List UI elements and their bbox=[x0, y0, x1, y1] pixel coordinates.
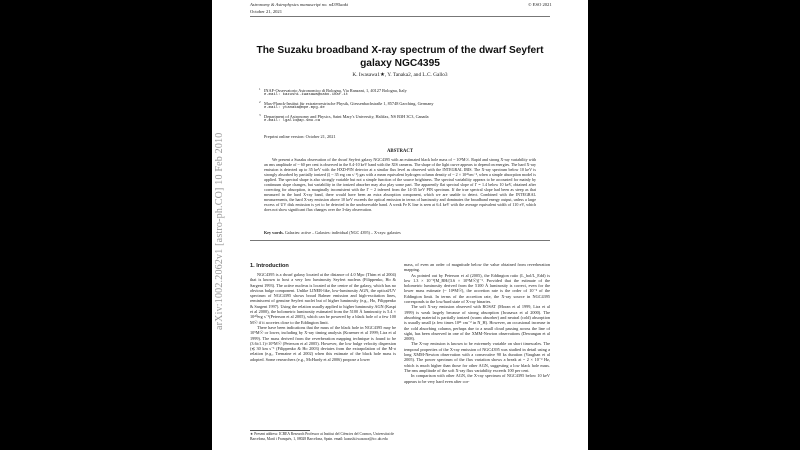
keywords-text: Galaxies: active – Galaxies: individual (NGC 4395) – X-rays: galaxies bbox=[284, 230, 401, 235]
left-background bbox=[0, 0, 212, 450]
keywords-label: Key words. bbox=[264, 230, 284, 235]
affiliation-3 bbox=[259, 113, 524, 124]
header-date: October 21, 2021 bbox=[250, 9, 283, 14]
paragraph: There have been indications that the mass of the black hole in NGC4395 may be 10⁵M☉ or lower, including by X-ray timing analysis (Kraemer et al 1999; Lira et al 1999). The mass derived from the reverberation mapping technique is found to be (3.6±1.1)×10⁵M☉ (Peterson et al 2005). However, the low bulge velocity dispersion (≲ 30 km s⁻¹ (Filippenko & Ho 2003) deviates from the extrapolation of the M-σ relation (e.g., Tremaine et al 2002) when this estimate of the black hole mass is adopted. Some researchers (e.g., McHardy et al 2006) propose a lower bbox=[250, 324, 396, 362]
affiliation-email: e-mail: lgallo@ap.smu.ca bbox=[264, 119, 321, 124]
paragraph: mass, of even an order of magnitude below the value obtained from reverberation mapping. bbox=[404, 262, 550, 273]
footnote: ★ Present address: ICREA Research Professor at Institut del Ciències del Cosmos, Universitat de Barcelona, Martí i Franquès, 1, 08028 Barcelona, Spain. email: kazushi.iwasawa@icc.ub.edu bbox=[250, 432, 395, 441]
abstract-rule bbox=[250, 240, 550, 241]
affiliation-number: 2 bbox=[259, 100, 261, 104]
footnote-rule bbox=[250, 430, 310, 431]
preprint-note: Preprint online version: October 21, 2021 bbox=[264, 134, 336, 139]
copyright: © ESO 2021 bbox=[528, 2, 552, 7]
affiliation-text: INAF-Osservatorio Astronomico di Bologna, Via Ranzani, 1, 40127 Bologna, Italy bbox=[264, 88, 407, 93]
paragraph: In comparison with other AGN, the X-ray spectrum of NGC4395 below 10 keV appears to be very hard even after cor- bbox=[404, 373, 550, 384]
paper-page bbox=[212, 0, 588, 450]
journal-header: Astronomy & Astrophysics manuscript no. n4395aaki bbox=[250, 2, 349, 7]
abstract-text: We present a Suzaku observation of the dwarf Seyfert galaxy NGC4395 with an estimated black hole mass of ~ 10⁵M☉. Rapid and strong X-ray variability with an rms amplitude of ~ 60 per cent is observed in the 0.4-10 keV band with the XIS cameras. The shape of the light curve appears to depend on energies. The hard X-ray emission is detected up to 35 keV with the HXD-PIN detector at a similar flux level as observed with the INTEGRAL IBIS. The X-ray spectrum below 10 keV is strongly absorbed by partially ionized (ξ ~ 35 erg cm s⁻¹) gas with a mean equivalent hydrogen column density of ~ 2 × 10²²cm⁻², when a simple absorption model is applied. The spectral shape is also strongly variable but not a simple function of the source brightness. The spectral variability appears to be accounted for mainly by continuum slope changes, but variability in the ionized absorber may also play some part. The apparently flat spectral slope of Γ = 1.4 below 10 keV, obtained after correcting for absorption, is marginally inconsistent with the Γ ~ 2 inferred from the 14-35 keV PIN spectrum. If the true spectral slope had been as steep as that measured in the hard X-ray band, there would have been an extra absorption component, which we are unable to detect. Combined with the INTEGRAL measurements, the hard X-ray emission above 10 keV exceeds the optical emission in terms of luminosity and dominates the broadband energy output, unless a large excess of UV disk emission is yet to be detected in the unobservable band. A weak Fe K line is seen at 6.4 keV with the average equivalent width of 110 eV, which does not show significant flux changes over the 3-day observation. bbox=[264, 157, 536, 213]
right-background bbox=[588, 0, 800, 450]
affiliation-1 bbox=[259, 87, 524, 98]
affiliation-text: Department of Astronomy and Physics, Saint Mary's University, Halifax, NS B3H 3C3, Canada bbox=[264, 114, 429, 119]
right-column bbox=[404, 262, 550, 384]
abstract-heading: ABSTRACT bbox=[386, 149, 414, 154]
authors: K. Iwasawa1★, Y. Tanaka2, and L.C. Gallo3 bbox=[352, 72, 448, 78]
keywords bbox=[264, 230, 536, 235]
arxiv-stamp: arXiv:1002.2062v1 [astro-ph.CO] 10 Feb 2010 bbox=[214, 132, 225, 330]
paragraph: The soft X-ray emission observed with ROSAT (Moran et al 1999, Lira et al 1999) is weak largely because of strong absorption (Iwasawa et al 2000). The absorbing material is partially ionized (warm absorber) and neutral (cold) absorption is usually small (a few times 10²¹ cm⁻² in N_H). However, an occasional increase in the cold absorbing column, perhaps due to a small cloud passing across the line of sight, has been observed in one of the XMM-Newton observations (Dewangan et al 2008). bbox=[404, 304, 550, 342]
paragraph: NGC4395 is a dwarf galaxy located at the distance of 4.0 Mpc (Thim et al 2004) that is known to host a very low luminosity Seyfert nucleus (Filippenko, Ho & Sargent 1993). The active nucleus is located at the centre of the galaxy, which has no obvious bulge component. Unlike LINER-like, low-luminosity AGN, the optical/UV spectrum of NGC4395 shows broad Balmer emission and high-excitation lines, reminiscent of genuine Seyfert nuclei but of higher luminosity (e.g., Ho, Filippenko & Sargent 1997). Using the relation usually applied to higher luminosity AGN (Kaspi et al 2000), the bolometric luminosity estimated from the 5100 Å luminosity is 5.4 × 10⁴⁰erg s⁻¹(Peterson et al 2005), which can be powered by a black hole of a few 100 M☉ if it accretes close to the Eddington limit. bbox=[250, 272, 396, 325]
section-heading: 1. Introduction bbox=[250, 263, 289, 269]
affiliation-number: 3 bbox=[259, 113, 261, 117]
header-rule bbox=[250, 16, 550, 17]
left-column bbox=[250, 272, 396, 362]
affiliation-number: 1 bbox=[259, 87, 261, 91]
affiliation-2 bbox=[259, 100, 524, 111]
paper-title: The Suzaku broadband X-ray spectrum of the dwarf Seyfert galaxy NGC4395 bbox=[256, 45, 544, 69]
paragraph: As pointed out by Peterson et al (2005), the Eddington ratio (L_bol/L_Edd) is low 1.3 × 10⁻³[M_BH/(3.6 × 10⁵M☉)]⁻¹. Provided that the estimate of the bolometric luminosity derived from the 5100 Å luminosity is correct, even for the lower mass estimate (~ 10⁴M☉), the accretion rate is the order of 10⁻² of the Eddington limit. In terms of the accretion rate, the X-ray source in NGC4395 corresponds to the low/hard state of X-ray binaries. bbox=[404, 272, 550, 305]
paragraph: The X-ray emission is known to be extremely variable on short timescales. The temporal properties of the X-ray emission of NGC4395 was studied in detail using a long XMM-Newton observation with a consecutive 90 ks duration (Vaughan et al 2005). The power spectrum of the flux variation shows a break at ~ 2 × 10⁻³ Hz, which is much higher than those for other AGN, suggesting a low black hole mass. The rms amplitude of the soft X-ray flux variability exceeds 100 per cent. bbox=[404, 341, 550, 373]
affiliation-email: e-mail: kazushi.iwasawa@oabo.inaf.it bbox=[264, 93, 349, 98]
affiliation-email: e-mail: ytanaka@mpe.mpg.de bbox=[264, 106, 325, 111]
affiliation-text: Max-Planck-Institut für extraterrestrische Physik, Giessenbachstraße 1, 85748 Garching, Germany bbox=[264, 101, 434, 106]
